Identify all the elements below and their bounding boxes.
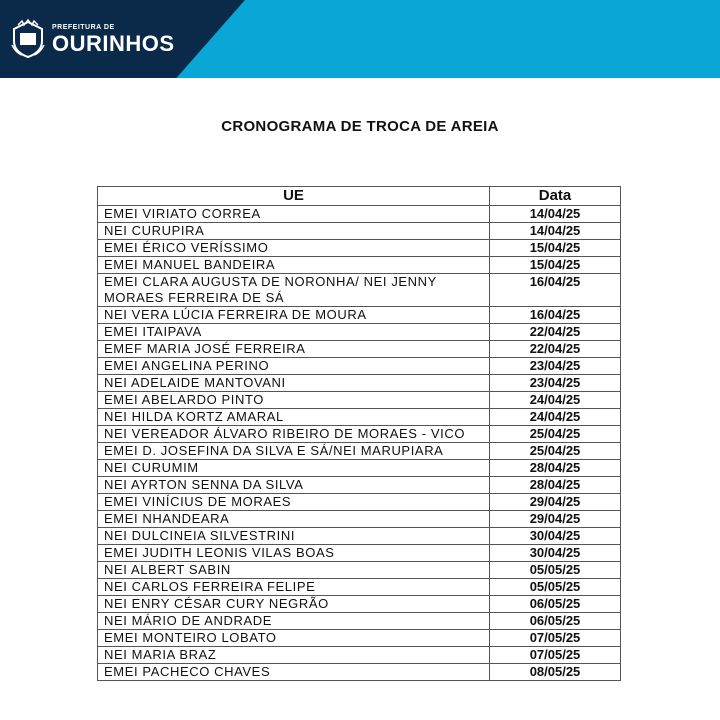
date-cell: 30/04/25: [490, 545, 621, 562]
date-cell: 25/04/25: [490, 426, 621, 443]
date-cell: 07/05/25: [490, 647, 621, 664]
table-row: [98, 358, 621, 375]
date-cell: 23/04/25: [490, 375, 621, 392]
date-cell: 08/05/25: [490, 664, 621, 681]
ue-cell: EMEI VIRIATO CORREA: [98, 206, 490, 223]
date-cell: 14/04/25: [490, 206, 621, 223]
ue-cell: NEI ALBERT SABIN: [98, 562, 490, 579]
brand-title: OURINHOS: [52, 30, 175, 56]
date-cell: 22/04/25: [490, 324, 621, 341]
date-cell: 07/05/25: [490, 630, 621, 647]
table-row: [98, 240, 621, 257]
ue-cell: EMEI NHANDEARA: [98, 511, 490, 528]
ue-cell: NEI ADELAIDE MANTOVANI: [98, 375, 490, 392]
table-row: [98, 274, 621, 307]
date-cell: 06/05/25: [490, 613, 621, 630]
table-row: [98, 528, 621, 545]
ue-cell: EMEI ÉRICO VERÍSSIMO: [98, 240, 490, 257]
table-row: [98, 307, 621, 324]
table-row: [98, 375, 621, 392]
ue-cell: NEI CURUPIRA: [98, 223, 490, 240]
table-row: [98, 545, 621, 562]
brand-subtitle: PREFEITURA DE: [52, 23, 115, 31]
ue-cell: NEI VEREADOR ÁLVARO RIBEIRO DE MORAES - VICO: [98, 426, 490, 443]
ue-cell: EMEI CLARA AUGUSTA DE NORONHA/ NEI JENNY MORAES FERREIRA DE SÁ: [98, 274, 490, 307]
ue-cell: NEI MÁRIO DE ANDRADE: [98, 613, 490, 630]
ue-cell: NEI MARIA BRAZ: [98, 647, 490, 664]
table-row: [98, 426, 621, 443]
ue-cell: NEI ENRY CÉSAR CURY NEGRÃO: [98, 596, 490, 613]
table-row: [98, 341, 621, 358]
table-row: [98, 630, 621, 647]
date-cell: 30/04/25: [490, 528, 621, 545]
ue-cell: NEI DULCINEIA SILVESTRINI: [98, 528, 490, 545]
table-row: [98, 409, 621, 426]
column-header-data: Data: [490, 187, 621, 206]
table-row: [98, 223, 621, 240]
date-cell: 16/04/25: [490, 307, 621, 324]
table-row: [98, 206, 621, 223]
date-cell: 23/04/25: [490, 358, 621, 375]
ue-cell: EMEI ABELARDO PINTO: [98, 392, 490, 409]
date-cell: 29/04/25: [490, 494, 621, 511]
table-row: [98, 613, 621, 630]
city-crest-icon: [10, 19, 46, 59]
date-cell: 28/04/25: [490, 460, 621, 477]
table-row: [98, 443, 621, 460]
date-cell: 15/04/25: [490, 257, 621, 274]
date-cell: 14/04/25: [490, 223, 621, 240]
table-row: [98, 257, 621, 274]
ue-cell: EMEF MARIA JOSÉ FERREIRA: [98, 341, 490, 358]
date-cell: 24/04/25: [490, 392, 621, 409]
column-header-ue: UE: [98, 187, 490, 206]
date-cell: 05/05/25: [490, 579, 621, 596]
date-cell: 06/05/25: [490, 596, 621, 613]
ue-cell: NEI AYRTON SENNA DA SILVA: [98, 477, 490, 494]
ue-cell: EMEI D. JOSEFINA DA SILVA E SÁ/NEI MARUPIARA: [98, 443, 490, 460]
table-row: [98, 511, 621, 528]
table-row: [98, 562, 621, 579]
page-title: CRONOGRAMA DE TROCA DE AREIA: [221, 118, 499, 135]
date-cell: 28/04/25: [490, 477, 621, 494]
table-row: [98, 494, 621, 511]
schedule-table: [97, 186, 621, 681]
ue-cell: EMEI VINÍCIUS DE MORAES: [98, 494, 490, 511]
table-row: [98, 647, 621, 664]
table-row: [98, 664, 621, 681]
ue-cell: EMEI ITAIPAVA: [98, 324, 490, 341]
date-cell: 05/05/25: [490, 562, 621, 579]
date-cell: 25/04/25: [490, 443, 621, 460]
table-row: [98, 460, 621, 477]
ue-cell: NEI CURUMIM: [98, 460, 490, 477]
date-cell: 24/04/25: [490, 409, 621, 426]
ue-cell: EMEI MONTEIRO LOBATO: [98, 630, 490, 647]
date-cell: 16/04/25: [490, 274, 621, 307]
date-cell: 29/04/25: [490, 511, 621, 528]
table-row: [98, 392, 621, 409]
ue-cell: NEI VERA LÚCIA FERREIRA DE MOURA: [98, 307, 490, 324]
table-header-row: [98, 187, 621, 206]
table-row: [98, 324, 621, 341]
ue-cell: NEI CARLOS FERREIRA FELIPE: [98, 579, 490, 596]
table-row: [98, 579, 621, 596]
ue-cell: NEI HILDA KORTZ AMARAL: [98, 409, 490, 426]
city-logo: [10, 18, 175, 60]
ue-cell: EMEI JUDITH LEONIS VILAS BOAS: [98, 545, 490, 562]
ue-cell: EMEI PACHECO CHAVES: [98, 664, 490, 681]
table-row: [98, 596, 621, 613]
date-cell: 15/04/25: [490, 240, 621, 257]
date-cell: 22/04/25: [490, 341, 621, 358]
ue-cell: EMEI MANUEL BANDEIRA: [98, 257, 490, 274]
ue-cell: EMEI ANGELINA PERINO: [98, 358, 490, 375]
table-row: [98, 477, 621, 494]
